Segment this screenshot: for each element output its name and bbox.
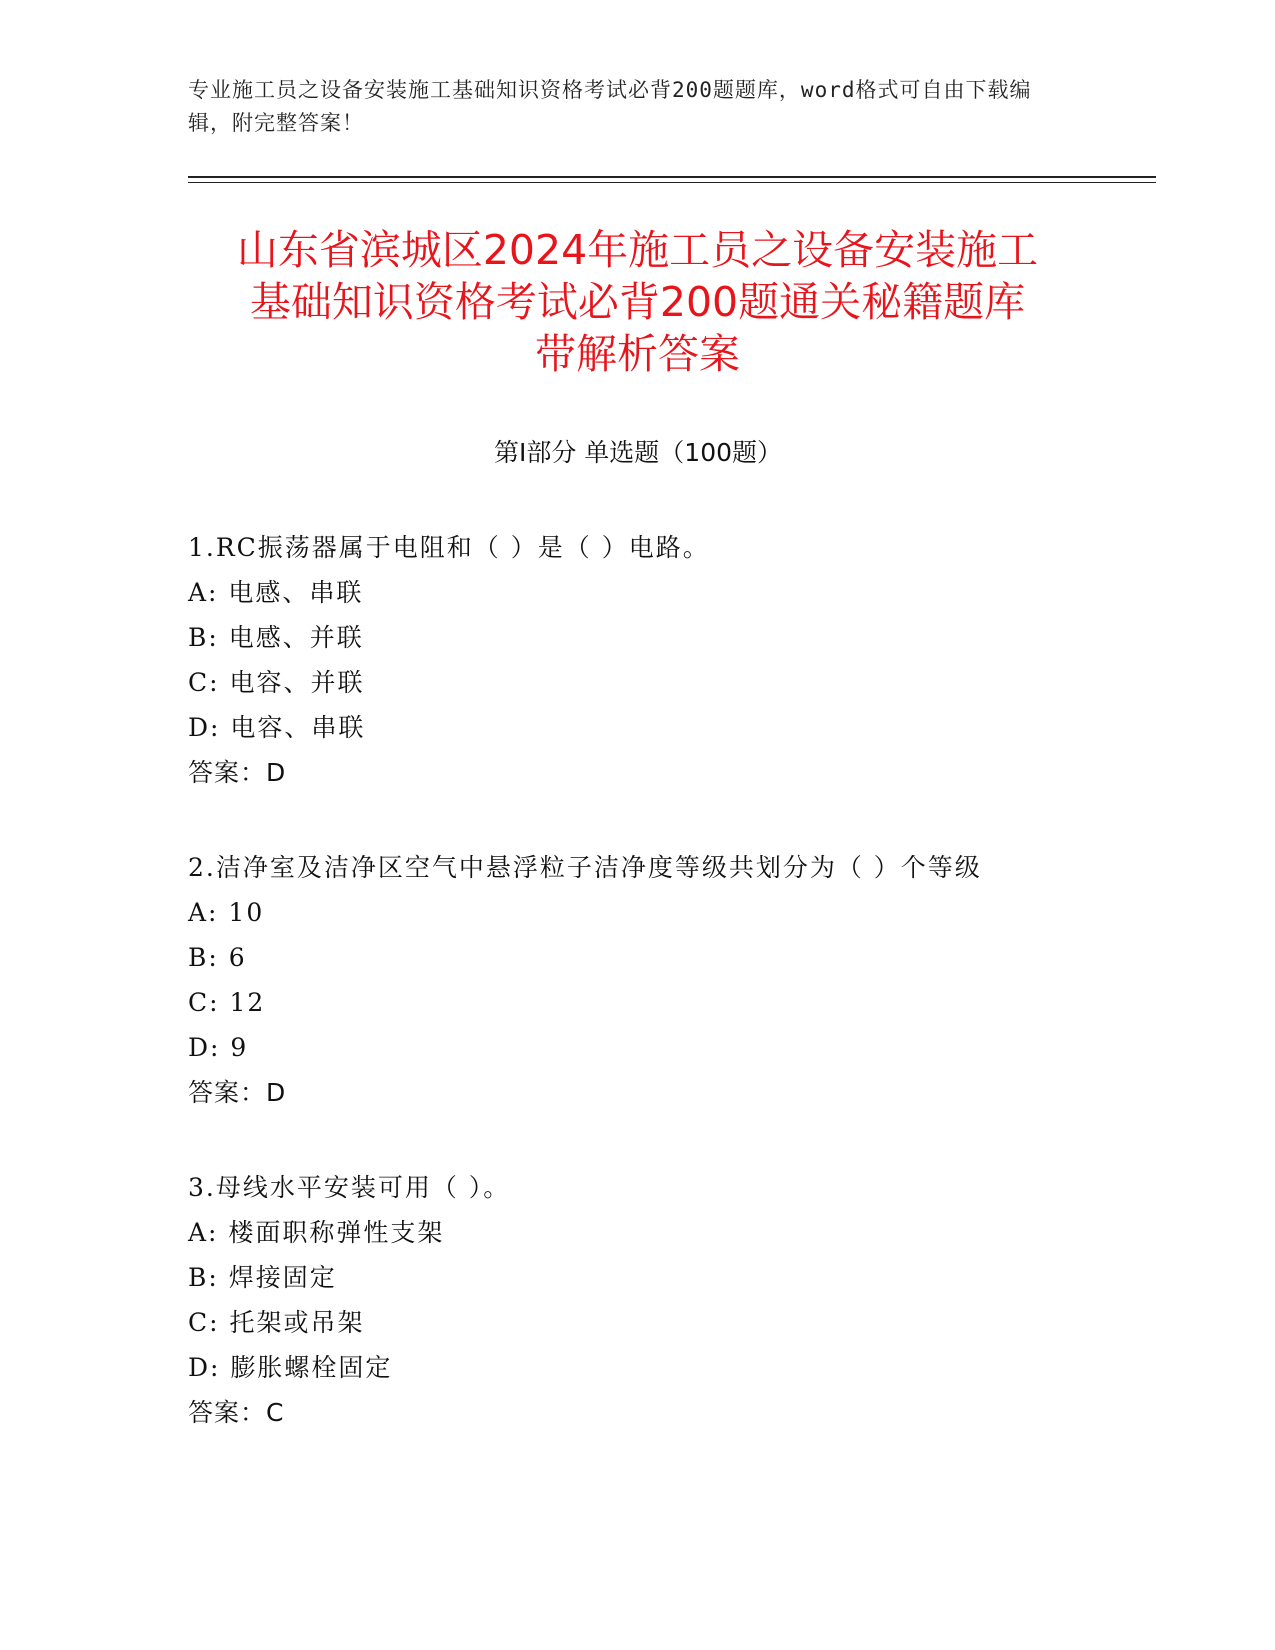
- section-title: 第Ⅰ部分 单选题（100题）: [493, 438, 783, 467]
- answer-line: 答案：C: [188, 1398, 285, 1427]
- title-line: 带解析答案: [535, 330, 740, 378]
- option-b: B: 电感、并联: [188, 623, 364, 652]
- answer-line: 答案：D: [188, 758, 287, 787]
- question-block: [188, 1165, 1088, 1435]
- option-c: C: 12: [188, 988, 266, 1017]
- option-b: B: 6: [188, 943, 247, 972]
- question-stem: 1.RC振荡器属于电阻和（ ）是（ ）电路。: [188, 533, 710, 562]
- question-block: [188, 845, 1088, 1115]
- option-d: D: 9: [188, 1033, 249, 1062]
- title-line: 山东省滨城区2024年施工员之设备安装施工: [236, 226, 1039, 274]
- title-line: 基础知识资格考试必背200题通关秘籍题库: [249, 278, 1026, 326]
- option-a: A: 10: [188, 898, 265, 927]
- question-stem: 3.母线水平安装可用（ ）。: [188, 1173, 511, 1202]
- question-block: [188, 525, 1088, 795]
- header-divider-thin: [188, 182, 1156, 183]
- option-c: C: 托架或吊架: [188, 1308, 365, 1337]
- option-d: D: 电容、串联: [188, 713, 366, 742]
- document-title: [160, 224, 1115, 380]
- option-a: A: 电感、串联: [188, 578, 364, 607]
- header-note: 专业施工员之设备安装施工基础知识资格考试必背200题题库，word格式可自由下载编辑，附完整答案！: [188, 78, 1032, 135]
- question-stem: 2.洁净室及洁净区空气中悬浮粒子洁净度等级共划分为（ ）个等级: [188, 853, 982, 882]
- answer-line: 答案：D: [188, 1078, 287, 1107]
- header-divider-thick: [188, 176, 1156, 178]
- option-d: D: 膨胀螺栓固定: [188, 1353, 393, 1382]
- option-a: A: 楼面职称弹性支架: [188, 1218, 445, 1247]
- option-b: B: 焊接固定: [188, 1263, 337, 1292]
- option-c: C: 电容、并联: [188, 668, 365, 697]
